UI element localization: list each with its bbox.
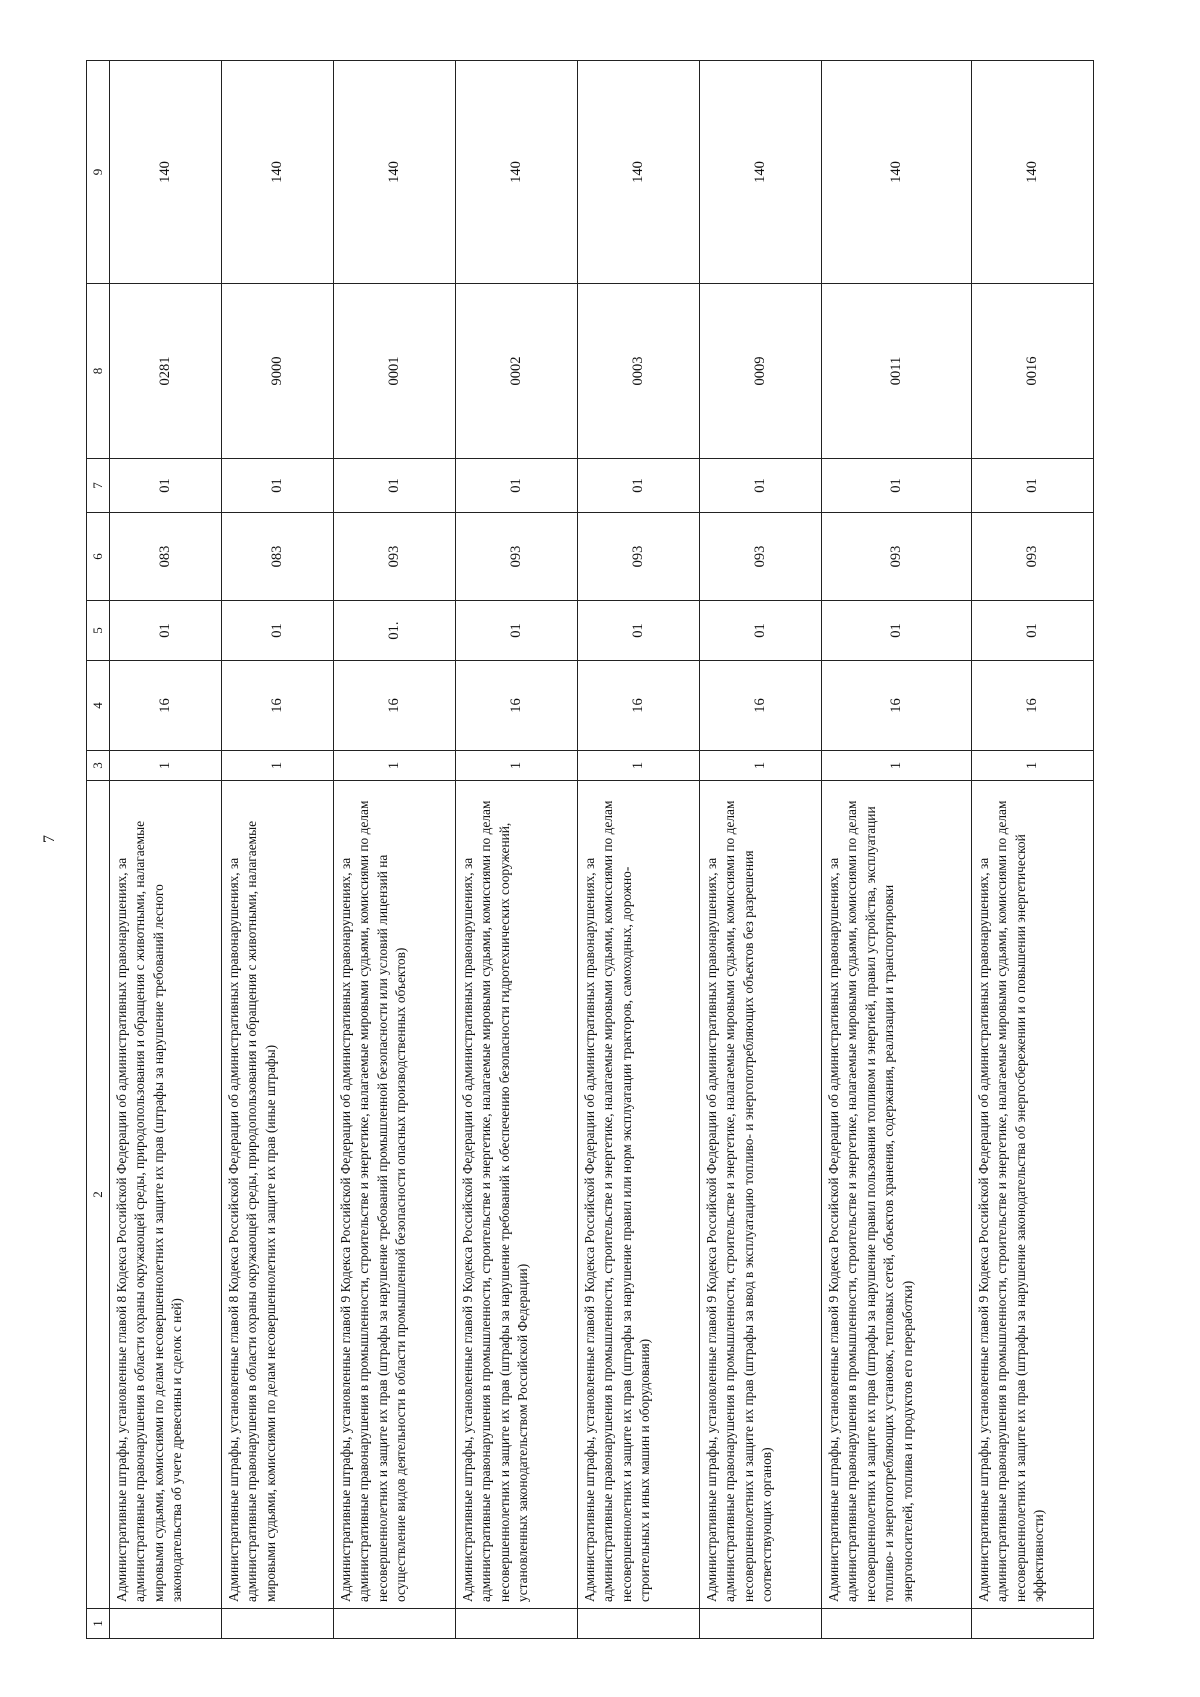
cell-col-7: 01 — [822, 459, 972, 513]
table-row — [700, 61, 822, 1639]
budget-classification-table — [86, 60, 1094, 1639]
cell-col-8: 0009 — [700, 284, 822, 459]
cell-col-6: 083 — [110, 513, 222, 601]
cell-col-3: 1 — [222, 751, 334, 781]
cell-col-8: 0016 — [971, 284, 1093, 459]
cell-description: Административные штрафы, установленные главой 9 Кодекса Российской Федерации об административных правонарушениях, за административные правонарушения в промышленности, строительстве и энергетике, налагаемые мировыми судьями, комиссиями по делам несовершеннолетних и защите их прав (штрафы за нарушение требований промышленной безопасности или условий лицензий на осуществление видов деятельности в области промышленной безопасности опасных производственных объектов) — [334, 781, 456, 1609]
cell-col-6: 093 — [700, 513, 822, 601]
cell-col-5: 01. — [334, 601, 456, 661]
cell-col-3: 1 — [971, 751, 1093, 781]
table-row — [822, 61, 972, 1639]
rotated-table-container — [86, 61, 1094, 1639]
cell-col-9: 140 — [456, 61, 578, 284]
cell-col-5: 01 — [222, 601, 334, 661]
cell-col-1 — [971, 1609, 1093, 1639]
table-row — [110, 61, 222, 1639]
cell-col-7: 01 — [700, 459, 822, 513]
cell-col-6: 083 — [222, 513, 334, 601]
header-col-4: 4 — [87, 661, 110, 751]
cell-col-6: 093 — [971, 513, 1093, 601]
page-number: 7 — [41, 835, 58, 843]
cell-col-8: 0003 — [578, 284, 700, 459]
cell-col-9: 140 — [971, 61, 1093, 284]
cell-col-9: 140 — [700, 61, 822, 284]
cell-col-5: 01 — [456, 601, 578, 661]
cell-col-8: 0001 — [334, 284, 456, 459]
cell-col-1 — [334, 1609, 456, 1639]
table-row — [222, 61, 334, 1639]
cell-col-3: 1 — [578, 751, 700, 781]
cell-col-9: 140 — [334, 61, 456, 284]
cell-col-6: 093 — [456, 513, 578, 601]
cell-col-9: 140 — [822, 61, 972, 284]
cell-col-3: 1 — [822, 751, 972, 781]
cell-col-4: 16 — [222, 661, 334, 751]
cell-col-5: 01 — [110, 601, 222, 661]
cell-description: Административные штрафы, установленные главой 9 Кодекса Российской Федерации об административных правонарушениях, за административные правонарушения в промышленности, строительстве и энергетике, налагаемые мировыми судьями, комиссиями по делам несовершеннолетних и защите их прав (штрафы за нарушение правил пользования топливом и энергией, правил устройства, эксплуатации топливо- и энергопотребляющих установок, тепловых сетей, объектов хранения, содержания, реализации и транспортировки энергоносителей, топлива и продуктов его переработки) — [822, 781, 972, 1609]
cell-col-7: 01 — [971, 459, 1093, 513]
cell-description: Административные штрафы, установленные главой 8 Кодекса Российской Федерации об административных правонарушениях, за административные правонарушения в области охраны окружающей среды, природопользования и обращения с животными, налагаемые мировыми судьями, комиссиями по делам несовершеннолетних и защите их прав (штрафы за нарушение требований лесного законодательства об учете древесины и сделок с ней) — [110, 781, 222, 1609]
cell-col-3: 1 — [456, 751, 578, 781]
header-col-7: 7 — [87, 459, 110, 513]
header-col-5: 5 — [87, 601, 110, 661]
header-col-2: 2 — [87, 781, 110, 1609]
cell-col-6: 093 — [334, 513, 456, 601]
cell-col-9: 140 — [110, 61, 222, 284]
cell-col-5: 01 — [700, 601, 822, 661]
cell-description: Административные штрафы, установленные главой 8 Кодекса Российской Федерации об административных правонарушениях, за административные правонарушения в области охраны окружающей среды, природопользования и обращения с животными, налагаемые мировыми судьями, комиссиями по делам несовершеннолетних и защите их прав (иные штрафы) — [222, 781, 334, 1609]
cell-col-8: 0011 — [822, 284, 972, 459]
cell-col-1 — [456, 1609, 578, 1639]
cell-col-7: 01 — [110, 459, 222, 513]
cell-col-9: 140 — [578, 61, 700, 284]
table-row — [334, 61, 456, 1639]
cell-col-7: 01 — [456, 459, 578, 513]
cell-col-4: 16 — [822, 661, 972, 751]
cell-col-5: 01 — [971, 601, 1093, 661]
header-row — [87, 61, 110, 1639]
cell-col-8: 0002 — [456, 284, 578, 459]
header-col-3: 3 — [87, 751, 110, 781]
cell-col-3: 1 — [110, 751, 222, 781]
cell-col-4: 16 — [971, 661, 1093, 751]
cell-col-7: 01 — [578, 459, 700, 513]
header-col-6: 6 — [87, 513, 110, 601]
header-col-8: 8 — [87, 284, 110, 459]
cell-col-4: 16 — [334, 661, 456, 751]
cell-description: Административные штрафы, установленные главой 9 Кодекса Российской Федерации об административных правонарушениях, за административные правонарушения в промышленности, строительстве и энергетике, налагаемые мировыми судьями, комиссиями по делам несовершеннолетних и защите их прав (штрафы за ввод в эксплуатацию топливо- и энергопотребляющих объектов без разрешения соответствующих органов) — [700, 781, 822, 1609]
cell-col-4: 16 — [456, 661, 578, 751]
table-row — [971, 61, 1093, 1639]
cell-col-5: 01 — [822, 601, 972, 661]
cell-col-4: 16 — [578, 661, 700, 751]
cell-col-1 — [822, 1609, 972, 1639]
cell-col-4: 16 — [700, 661, 822, 751]
cell-description: Административные штрафы, установленные главой 9 Кодекса Российской Федерации об административных правонарушениях, за административные правонарушения в промышленности, строительстве и энергетике, налагаемые мировыми судьями, комиссиями по делам несовершеннолетних и защите их прав (штрафы за нарушение требований к обеспечению безопасности гидротехнических сооружений, установленных законодательством Российской Федерации) — [456, 781, 578, 1609]
cell-col-1 — [700, 1609, 822, 1639]
cell-description: Административные штрафы, установленные главой 9 Кодекса Российской Федерации об административных правонарушениях, за административные правонарушения в промышленности, строительстве и энергетике, налагаемые мировыми судьями, комиссиями по делам несовершеннолетних и защите их прав (штрафы за нарушение законодательства об энергосбережении и о повышении энергетической эффективности) — [971, 781, 1093, 1609]
cell-col-1 — [578, 1609, 700, 1639]
cell-col-3: 1 — [334, 751, 456, 781]
cell-col-1 — [222, 1609, 334, 1639]
cell-col-1 — [110, 1609, 222, 1639]
cell-col-8: 0281 — [110, 284, 222, 459]
table-row — [456, 61, 578, 1639]
cell-col-6: 093 — [578, 513, 700, 601]
cell-col-7: 01 — [222, 459, 334, 513]
cell-col-4: 16 — [110, 661, 222, 751]
cell-col-6: 093 — [822, 513, 972, 601]
header-col-9: 9 — [87, 61, 110, 284]
header-col-1: 1 — [87, 1609, 110, 1639]
table-row — [578, 61, 700, 1639]
cell-col-8: 9000 — [222, 284, 334, 459]
cell-description: Административные штрафы, установленные главой 9 Кодекса Российской Федерации об административных правонарушениях, за административные правонарушения в промышленности, строительстве и энергетике, налагаемые мировыми судьями, комиссиями по делам несовершеннолетних и защите их прав (штрафы за нарушение правил или норм эксплуатации тракторов, самоходных, дорожно-строительных и иных машин и оборудования) — [578, 781, 700, 1609]
cell-col-3: 1 — [700, 751, 822, 781]
cell-col-9: 140 — [222, 61, 334, 284]
cell-col-5: 01 — [578, 601, 700, 661]
cell-col-7: 01 — [334, 459, 456, 513]
